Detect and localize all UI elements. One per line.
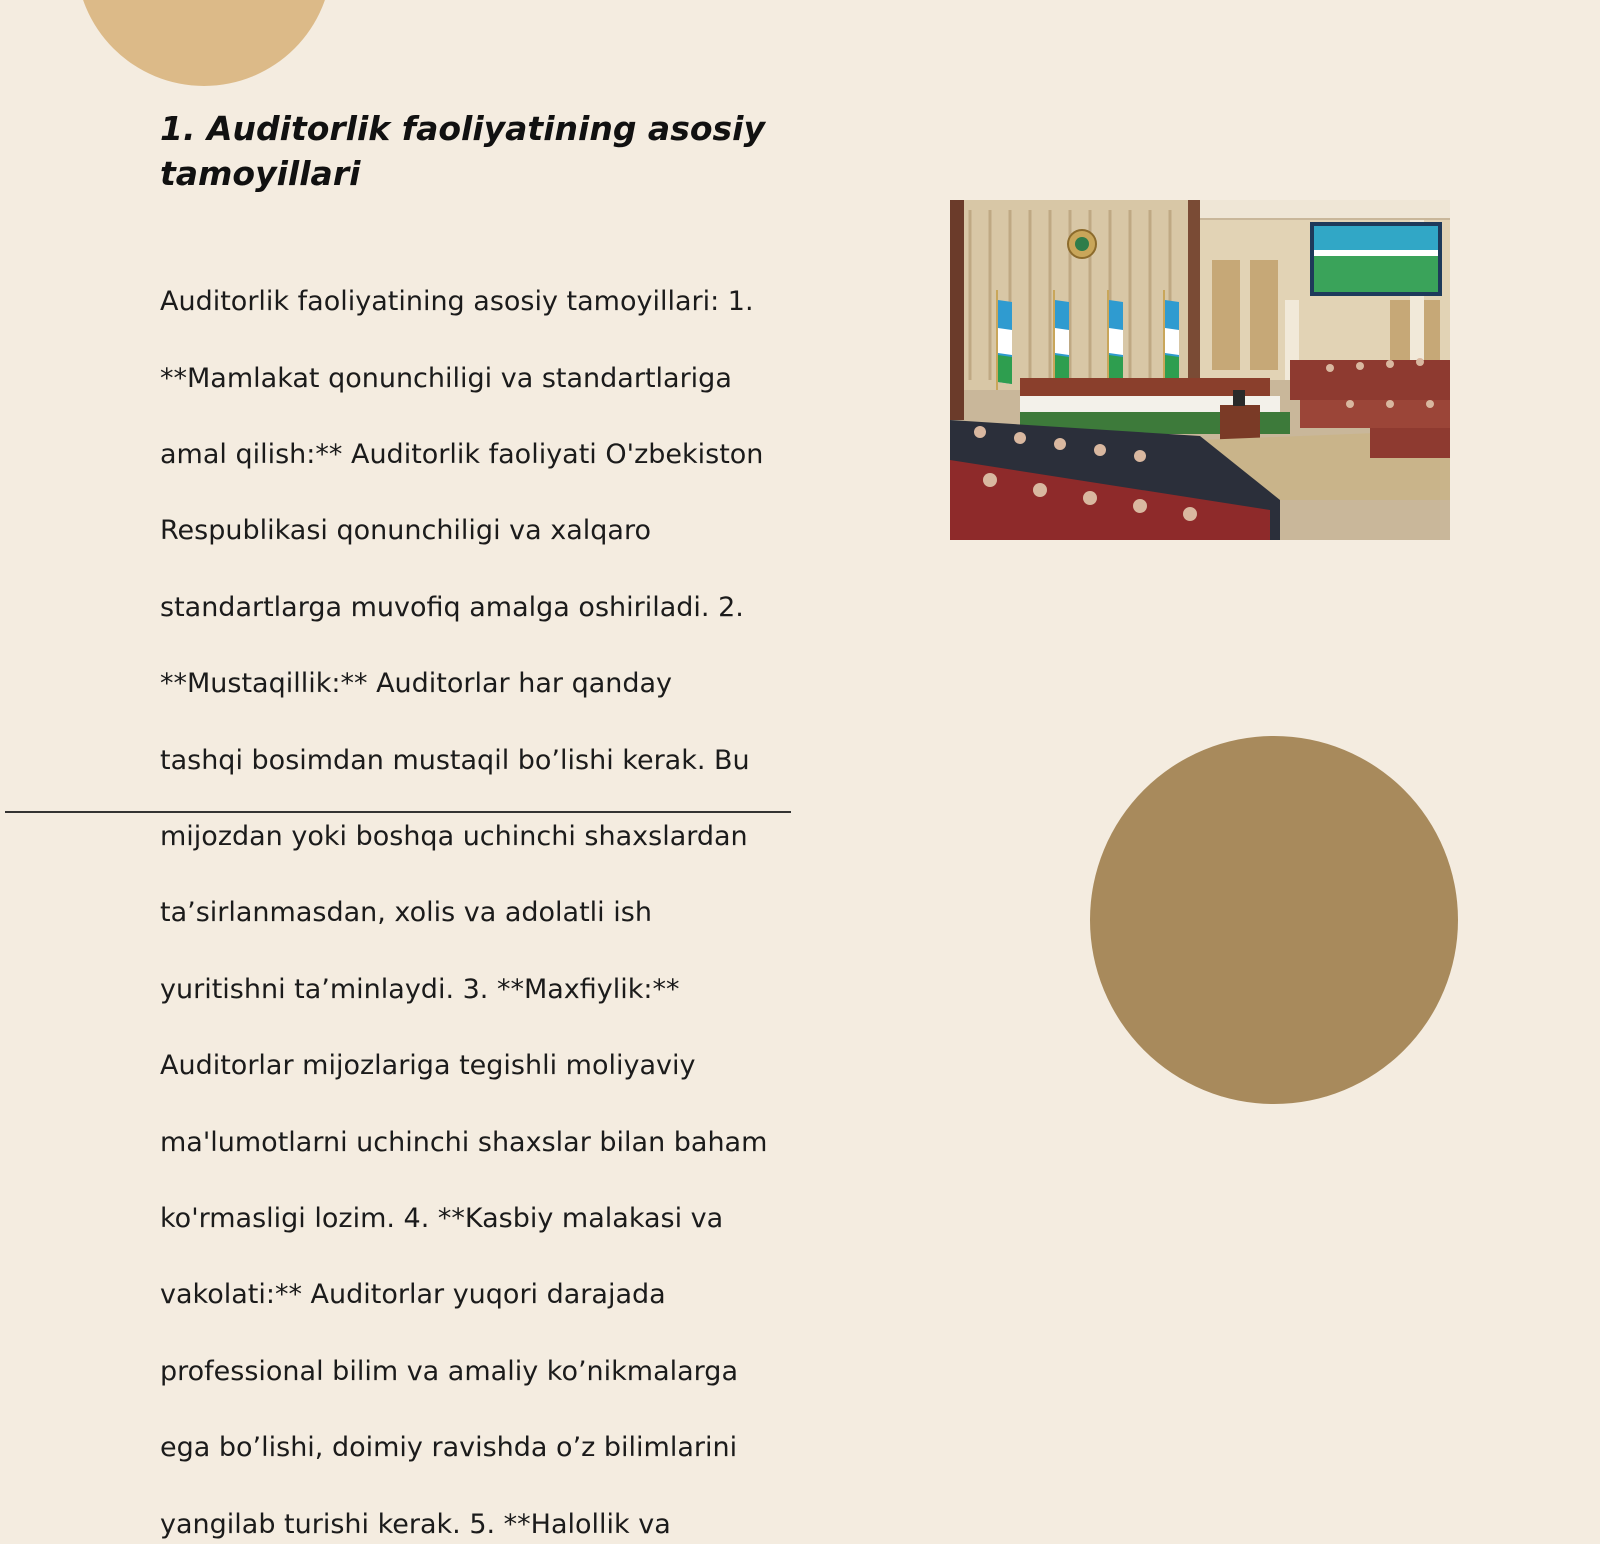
body-line: yuritishni ta’minlaydi. 3. **Maxfiylik:** bbox=[160, 973, 680, 1005]
body-line: ega bo’lishi, doimiy ravishda o’z bilimlarini bbox=[160, 1432, 738, 1464]
decorative-circle-bottom bbox=[1090, 736, 1458, 1104]
slide-title bbox=[160, 106, 840, 196]
decorative-circle-top bbox=[76, 0, 332, 86]
slide-body-text bbox=[160, 245, 860, 1544]
body-line: ko'rmasligi lozim. 4. **Kasbiy malakasi va bbox=[160, 1203, 724, 1235]
slide-title-line-2: tamoyillari bbox=[160, 154, 361, 193]
body-line: tashqi bosimdan mustaqil bo’lishi kerak. Bu bbox=[160, 744, 750, 776]
parliament-hall-photo bbox=[950, 200, 1450, 540]
body-line: yangilab turishi kerak. 5. **Halollik va bbox=[160, 1508, 671, 1540]
body-line: **Mustaqillik:** Auditorlar har qanday bbox=[160, 668, 673, 700]
body-line: ta’sirlanmasdan, xolis va adolatli ish bbox=[160, 897, 652, 929]
slide-title-line-1: 1. Auditorlik faoliyatining asosiy bbox=[160, 109, 765, 148]
parliament-hall-illustration bbox=[950, 200, 1450, 540]
body-line: Auditorlik faoliyatining asosiy tamoyillari: 1. bbox=[160, 286, 754, 318]
horizontal-divider bbox=[5, 811, 791, 813]
body-line: vakolati:** Auditorlar yuqori darajada bbox=[160, 1279, 666, 1311]
body-line: mijozdan yoki boshqa uchinchi shaxslardan bbox=[160, 821, 748, 853]
body-line: amal qilish:** Auditorlik faoliyati O'zbekiston bbox=[160, 439, 764, 471]
body-line: **Mamlakat qonunchiligi va standartlariga bbox=[160, 362, 732, 394]
body-line: professional bilim va amaliy ko’nikmalarga bbox=[160, 1355, 738, 1387]
body-line: standartlarga muvofiq amalga oshiriladi. 2. bbox=[160, 591, 744, 623]
body-line: Auditorlar mijozlariga tegishli moliyaviy bbox=[160, 1050, 696, 1082]
body-line: Respublikasi qonunchiligi va xalqaro bbox=[160, 515, 651, 547]
body-line: ma'lumotlarni uchinchi shaxslar bilan baham bbox=[160, 1126, 768, 1158]
